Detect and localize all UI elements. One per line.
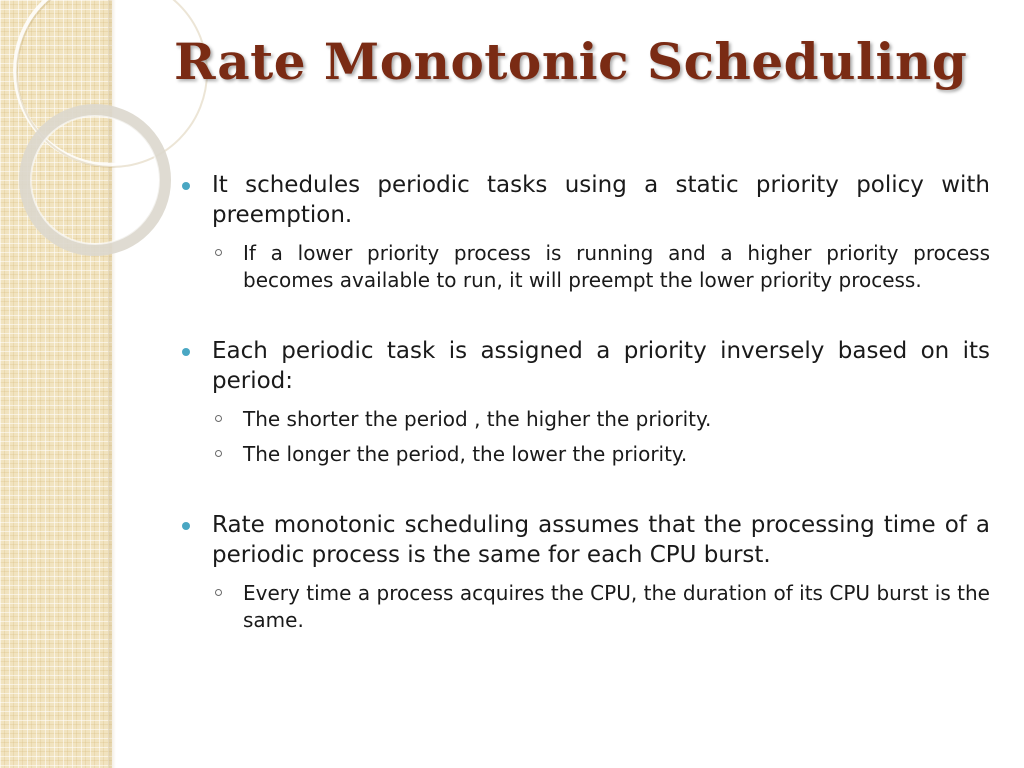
sub-bullet-item <box>180 580 990 634</box>
bullet-group-2 <box>180 336 990 468</box>
sub-bullet-text: The shorter the period , the higher the priority. <box>243 407 712 431</box>
bullet-dot-icon <box>182 182 190 190</box>
bullet-dot-icon <box>182 348 190 356</box>
sub-bullet-text: If a lower priority process is running and a higher priority process becomes available to run, it will preempt the lower priority process. <box>243 241 990 292</box>
bullet-group-1 <box>180 170 990 294</box>
bullet-text: Each periodic task is assigned a priority inversely based on its period: <box>212 338 990 394</box>
sub-bullet-ring-icon <box>215 450 222 457</box>
sub-bullet-ring-icon <box>215 589 222 596</box>
sub-bullet-item <box>180 240 990 294</box>
bullet-group-3 <box>180 510 990 634</box>
bullet-item <box>180 336 990 396</box>
slide-content <box>180 170 990 676</box>
bullet-dot-icon <box>182 522 190 530</box>
bullet-text: It schedules periodic tasks using a static priority policy with preemption. <box>212 172 990 228</box>
sub-bullet-ring-icon <box>215 415 222 422</box>
bullet-item <box>180 510 990 570</box>
sub-bullet-item <box>180 406 990 433</box>
bullet-text: Rate monotonic scheduling assumes that the processing time of a periodic process is the same for each CPU burst. <box>212 512 990 568</box>
sub-bullet-text: Every time a process acquires the CPU, the duration of its CPU burst is the same. <box>243 581 990 632</box>
sub-bullet-ring-icon <box>215 249 222 256</box>
slide-title: Rate Monotonic Scheduling <box>174 32 968 91</box>
bullet-item <box>180 170 990 230</box>
sub-bullet-text: The longer the period, the lower the priority. <box>243 442 688 466</box>
sub-bullet-item <box>180 441 990 468</box>
